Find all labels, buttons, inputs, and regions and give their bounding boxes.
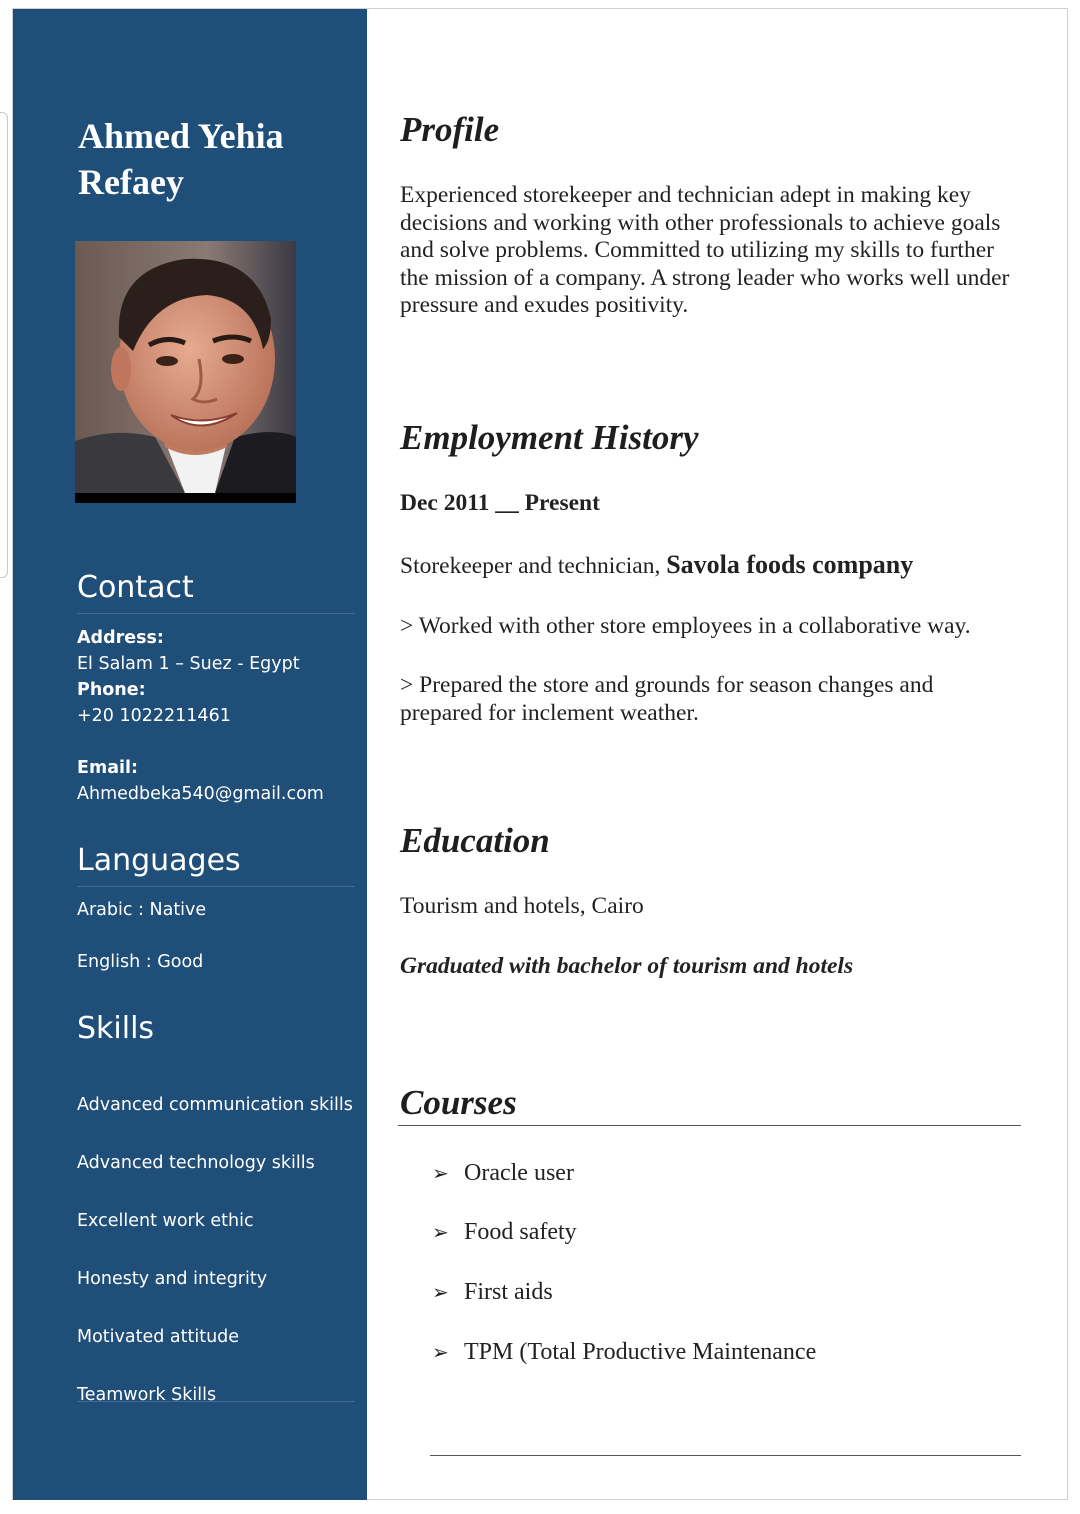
course-item: ➢ Food safety bbox=[432, 1217, 577, 1248]
course-item: ➢ TPM (Total Productive Maintenance bbox=[432, 1337, 816, 1368]
employment-bullet: > Prepared the store and grounds for season changes and prepared for inclement weather. bbox=[400, 672, 934, 726]
arrow-bullet-icon: ➢ bbox=[432, 1222, 449, 1244]
course-item: ➢ Oracle user bbox=[432, 1158, 574, 1189]
employment-bullet: > Worked with other store employees in a collaborative way. bbox=[400, 613, 971, 639]
sidebar bbox=[13, 9, 367, 1500]
education-school: Tourism and hotels, Cairo bbox=[400, 893, 644, 919]
skills-list bbox=[77, 1091, 353, 1439]
language-item-arabic: Arabic : Native bbox=[77, 900, 207, 920]
courses-divider bbox=[398, 1125, 1021, 1126]
address-label: Address: bbox=[77, 628, 164, 648]
email-label: Email: bbox=[77, 758, 138, 778]
email-value[interactable]: Ahmedbeka540@gmail.com bbox=[77, 784, 324, 804]
employment-role bbox=[400, 551, 1025, 581]
education-heading: Education bbox=[400, 821, 550, 860]
job-title: Storekeeper and technician, bbox=[400, 553, 667, 579]
skill-item: Teamwork Skills bbox=[77, 1385, 217, 1405]
education-degree: Graduated with bachelor of tourism and hotels bbox=[400, 953, 854, 979]
document-side-tab bbox=[0, 112, 8, 578]
address-value: El Salam 1 – Suez - Egypt bbox=[77, 654, 300, 674]
languages-divider bbox=[77, 886, 355, 887]
phone-label: Phone: bbox=[77, 680, 146, 700]
candidate-name: Ahmed Yehia Refaey bbox=[78, 116, 284, 202]
languages-heading: Languages bbox=[77, 843, 241, 878]
company-name: Savola foods company bbox=[666, 550, 914, 579]
skills-heading: Skills bbox=[77, 1011, 155, 1046]
phone-value: +20 1022211461 bbox=[77, 706, 231, 726]
bottom-divider bbox=[430, 1455, 1021, 1456]
profile-heading: Profile bbox=[400, 110, 500, 149]
skills-divider bbox=[77, 1401, 355, 1402]
skill-item: Advanced technology skills bbox=[77, 1153, 315, 1173]
courses-heading: Courses bbox=[400, 1083, 517, 1122]
skill-item: Excellent work ethic bbox=[77, 1211, 254, 1231]
profile-photo bbox=[75, 241, 296, 503]
profile-photo-image bbox=[75, 241, 296, 503]
language-item-english: English : Good bbox=[77, 952, 204, 972]
contact-divider bbox=[77, 613, 355, 614]
arrow-bullet-icon: ➢ bbox=[432, 1163, 449, 1185]
arrow-bullet-icon: ➢ bbox=[432, 1342, 449, 1364]
contact-heading: Contact bbox=[77, 570, 194, 605]
employment-dates: Dec 2011 __ Present bbox=[400, 490, 600, 516]
profile-text: Experienced storekeeper and technician adept in making key decisions and working with other professionals to achieve goals and solve problems. Committed to utilizing my skills to further the mission of a company. A strong leader who works well under pressure and exudes positivity. bbox=[400, 182, 1010, 318]
skill-item: Honesty and integrity bbox=[77, 1269, 268, 1289]
skill-item: Motivated attitude bbox=[77, 1327, 240, 1347]
arrow-bullet-icon: ➢ bbox=[432, 1282, 449, 1304]
skill-item: Advanced communication skills bbox=[77, 1095, 353, 1115]
employment-heading: Employment History bbox=[400, 418, 699, 457]
course-item: ➢ First aids bbox=[432, 1277, 553, 1308]
